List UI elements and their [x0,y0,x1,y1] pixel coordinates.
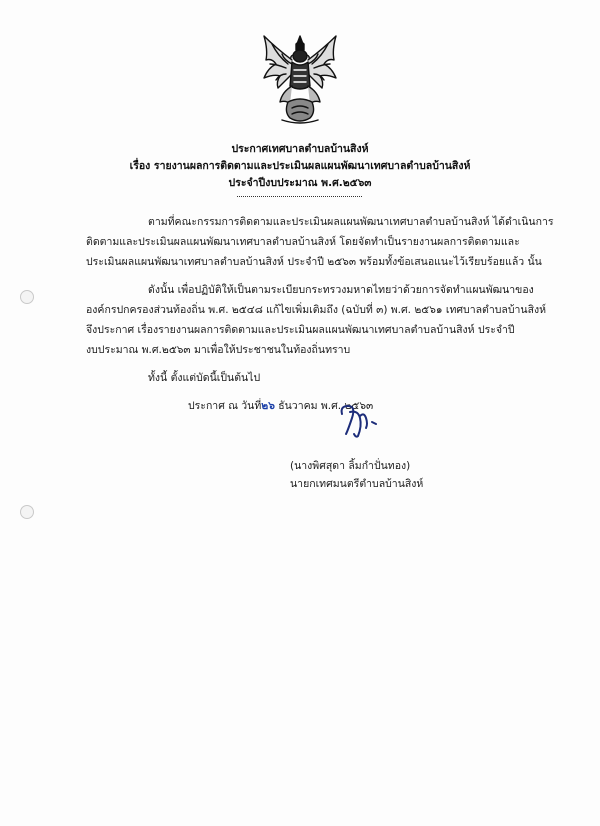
paragraph-2-line-4: งบประมาณ พ.ศ.๒๕๖๓ มาเพื่อให้ประชาชนในท้องถิ่นทราบ [86,344,351,356]
signatory-name: (นางพิศสุดา ลิ้มกำปั่นทอง) [290,460,411,472]
signatory-position: นายกเทศมนตรีตำบลบ้านสิงห์ [290,478,424,490]
paragraph-2-line-1: ดังนั้น เพื่อปฏิบัติให้เป็นตามระเบียบกระทรวงมหาดไทยว่าด้วยการจัดทำแผนพัฒนาของ [148,284,534,296]
date-suffix: ธันวาคม พ.ศ. ๒๕๖๓ [278,400,374,412]
effective-clause: ทั้งนี้ ตั้งแต่บัดนี้เป็นต้นไป [148,372,261,384]
dotted-divider [237,196,362,197]
paragraph-2-line-2: องค์กรปกครองส่วนท้องถิ่น พ.ศ. ๒๕๔๘ แก้ไขเพิ่มเติมถึง (ฉบับที่ ๓) พ.ศ. ๒๕๖๑ เทศบาลตำบลบ้านสิงห์ [86,304,547,316]
paragraph-1-line-1: ตามที่คณะกรรมการติดตามและประเมินผลแผนพัฒนาเทศบาลตำบลบ้านสิงห์ ได้ดำเนินการ [148,216,554,228]
signature-icon [336,400,386,440]
paragraph-1-line-2: ติดตามและประเมินผลแผนพัฒนาเทศบาลตำบลบ้านสิงห์ โดยจัดทำเป็นรายงานผลการติดตามและ [86,236,520,248]
paragraph-2-line-3: จึงประกาศ เรื่องรายงานผลการติดตามและประเมินผลแผนพัฒนาเทศบาลตำบลบ้านสิงห์ ประจำปี [86,324,515,336]
fiscal-year-line: ประจำปีงบประมาณ พ.ศ.๒๕๖๓ [228,177,372,189]
punch-hole-bottom [20,505,34,519]
date-prefix: ประกาศ ณ วันที่ [188,400,262,412]
punch-hole-top [20,290,34,304]
announcement-title: ประกาศเทศบาลตำบลบ้านสิงห์ [231,143,369,155]
paragraph-1-line-3: ประเมินผลแผนพัฒนาเทศบาลตำบลบ้านสิงห์ ประจำปี ๒๕๖๓ พร้อมทั้งข้อเสนอแนะไว้เรียบร้อยแล้ว นั้น [86,256,542,268]
garuda-emblem-icon [258,34,342,126]
announcement-subject: เรื่อง รายงานผลการติดตามและประเมินผลแผนพัฒนาเทศบาลตำบลบ้านสิงห์ [129,160,471,172]
date-day: ๒๖ [261,400,275,412]
